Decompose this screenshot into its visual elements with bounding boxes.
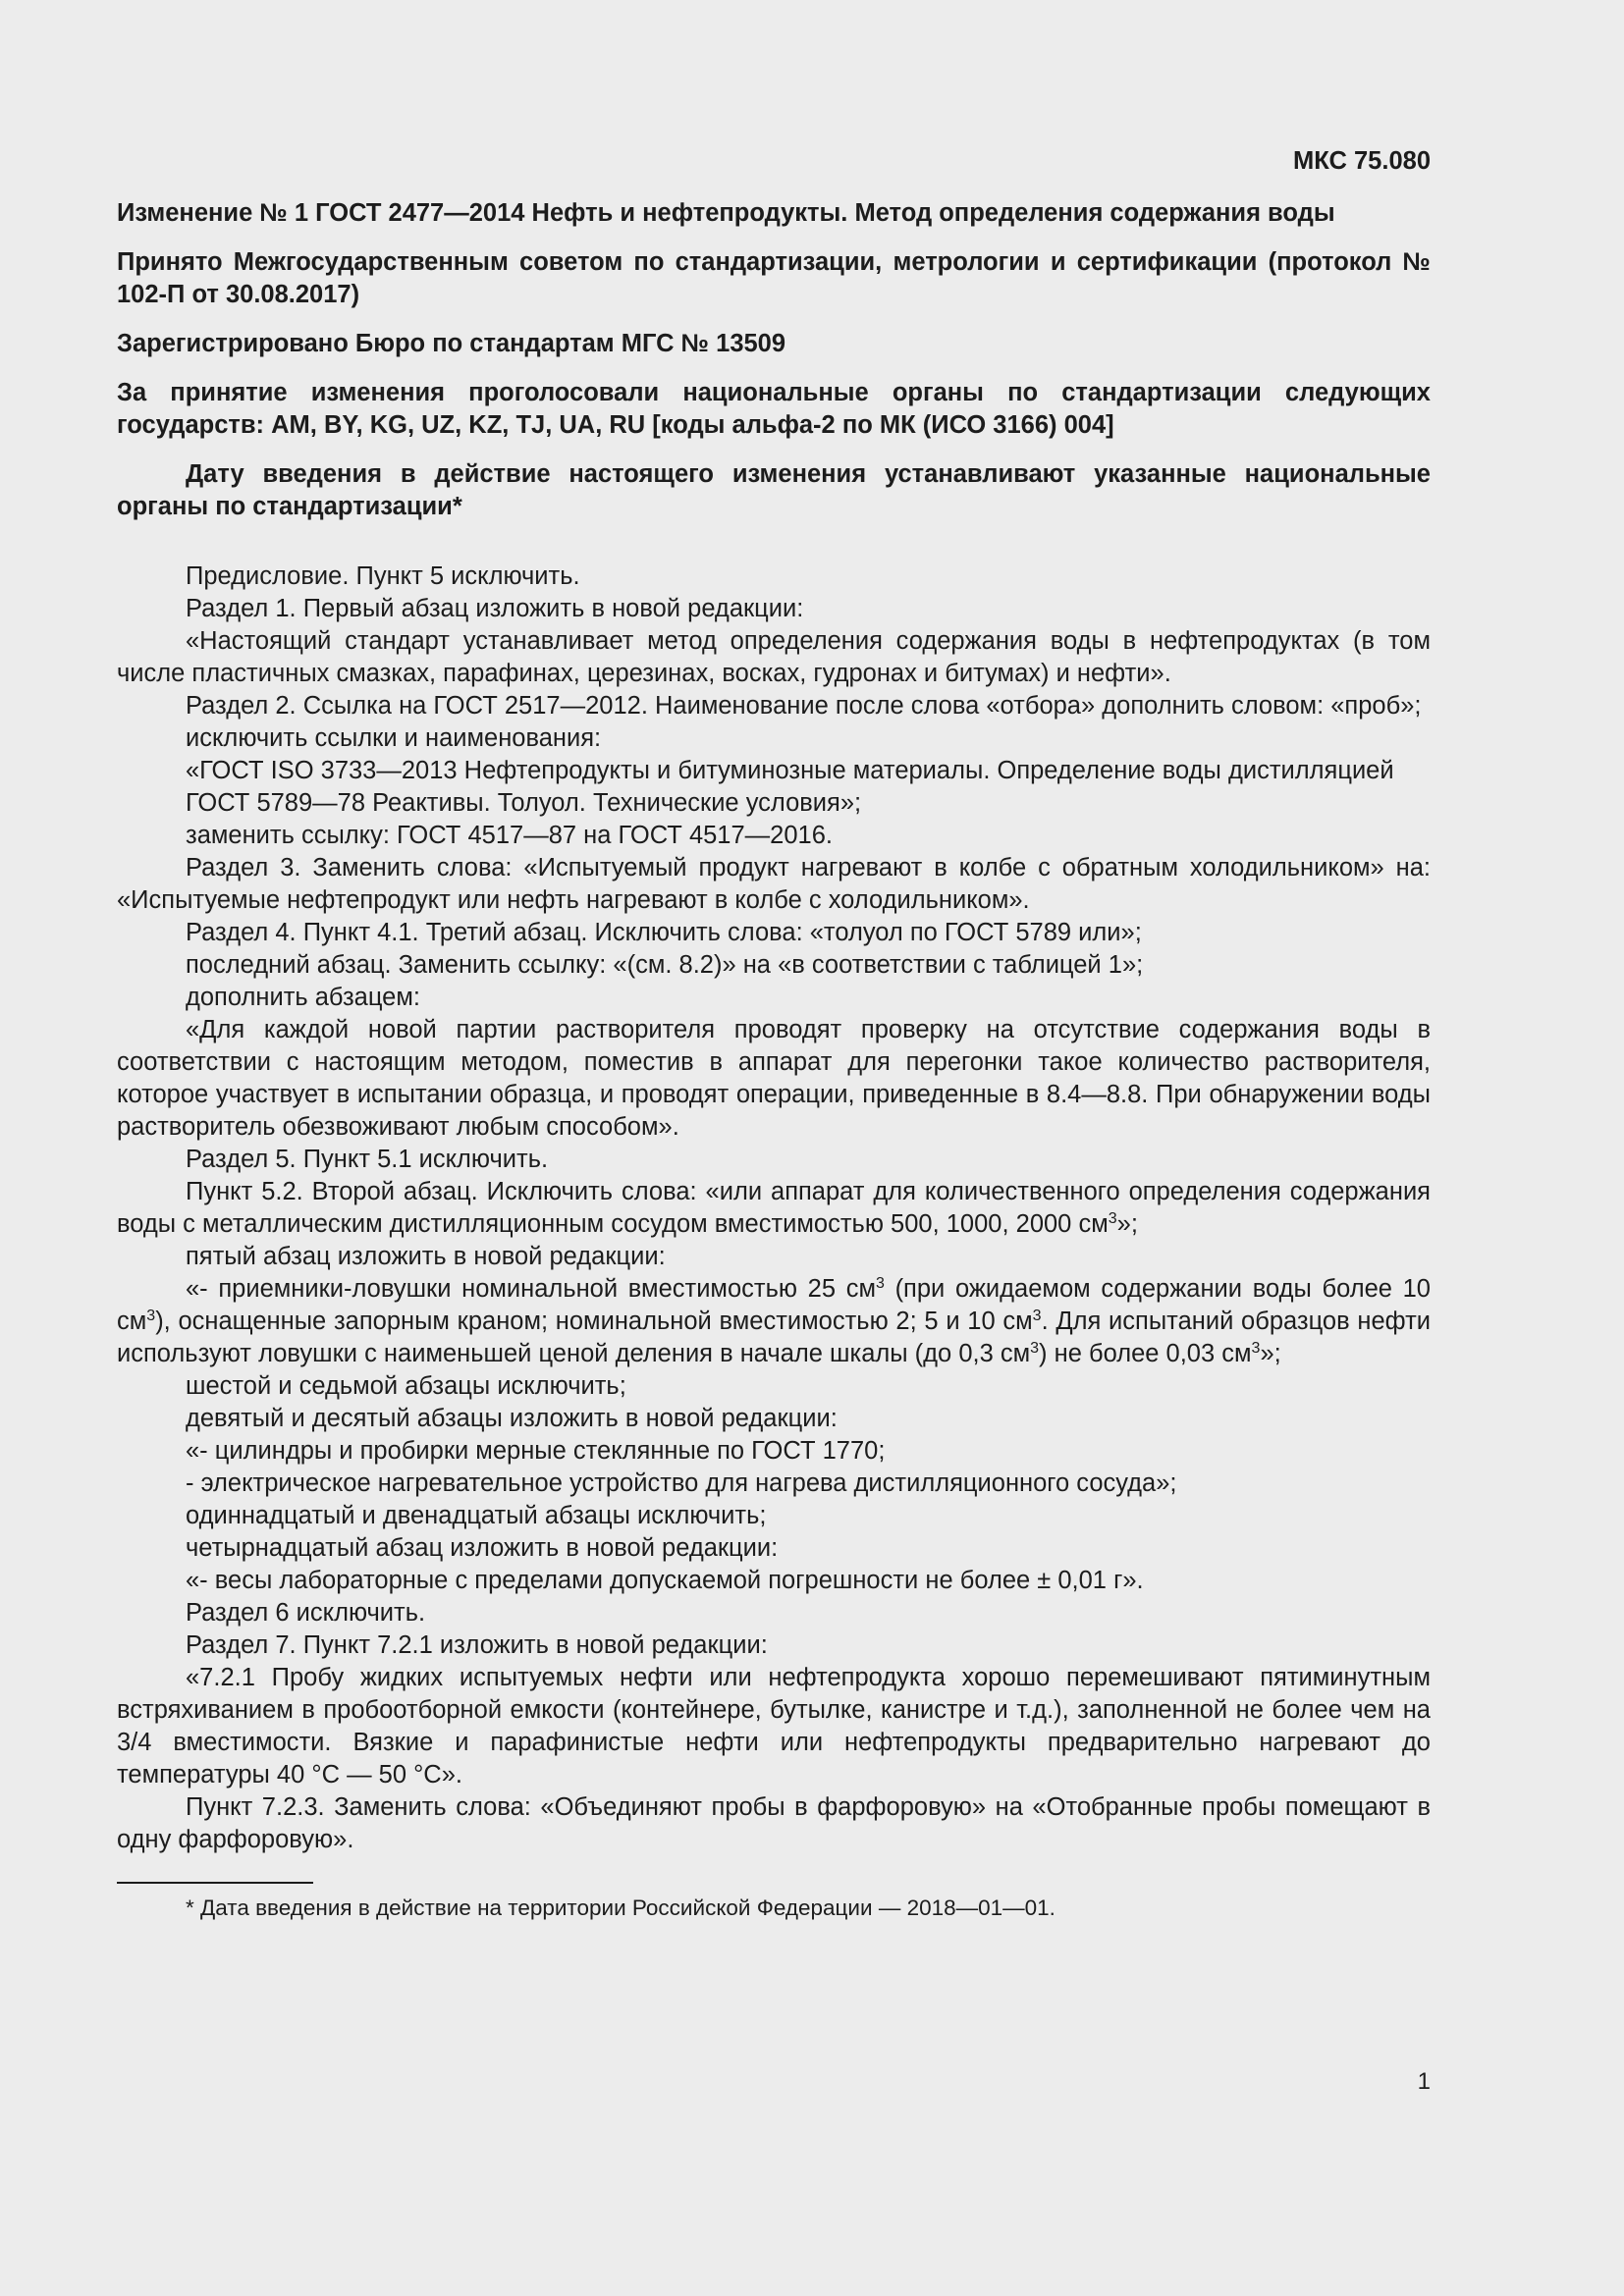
text-run: »; [1116,1210,1138,1238]
superscript: 3 [1032,1308,1042,1324]
paragraph: «Для каждой новой партии растворителя проводят проверку на отсутствие содержания воды в соответствии с настоящим методом, поместив в аппарат для перегонки такое количество растворителя, которое участвует в испытании образца, и проводят операции, приведенные в 8.4—8.8. При обнаружении воды растворитель обезвоживают любым способом». [117,1016,1431,1141]
text-run: . Для испытаний образцов нефти используют ловушки с наименьшей ценой деления в начале шкалы (до 0,3 см [117,1308,1431,1367]
paragraph: «- цилиндры и пробирки мерные стеклянные по ГОСТ 1770; [186,1437,886,1465]
adopted-statement: Принято Межгосударственным советом по стандартизации, метрологии и сертификации (протокол № 102-П от 30.08.2017) [117,248,1431,308]
paragraph: заменить ссылку: ГОСТ 4517—87 на ГОСТ 4517—2016. [186,822,833,849]
text-run: »; [1260,1340,1281,1367]
paragraph: последний абзац. Заменить ссылку: «(см. 8.2)» на «в соответствии с таблицей 1»; [186,951,1144,979]
paragraph: «- весы лабораторные с пределами допускаемой погрешности не более ± 0,01 г». [186,1567,1144,1594]
paragraph: Раздел 3. Заменить слова: «Испытуемый продукт нагревают в колбе с обратным холодильником» на: «Испытуемые нефтепродукт или нефть нагревают в колбе с холодильником». [117,854,1431,914]
superscript: 3 [1030,1340,1040,1357]
paragraph: «ГОСТ ISO 3733—2013 Нефтепродукты и битуминозные материалы. Определение воды дистилляцией [186,757,1394,784]
paragraph: «7.2.1 Пробу жидких испытуемых нефти или нефтепродукта хорошо перемешивают пятиминутным встряхиванием в пробоотборной емкости (контейнере, бутылке, канистре и т.д.), заполненной не более чем на 3/4 вместимости. Вязкие и парафинистые нефти или нефтепродукты предварительно нагревают до температуры 40 °С — 50 °С». [117,1664,1431,1789]
paragraph: Пункт 7.2.3. Заменить слова: «Объединяют пробы в фарфоровую» на «Отобранные пробы помещают в одну фарфоровую». [117,1793,1431,1853]
paragraph [117,1273,1431,1370]
text-run: (при ожидаемом содержании воды более 10 см [117,1275,1431,1335]
paragraph: Предисловие. Пункт 5 исключить. [186,562,580,590]
paragraph: шестой и седьмой абзацы исключить; [186,1372,626,1400]
paragraph: - электрическое нагревательное устройство для нагрева дистилляционного сосуда»; [186,1469,1177,1497]
paragraph: одиннадцатый и двенадцатый абзацы исключить; [186,1502,767,1529]
paragraph: Раздел 1. Первый абзац изложить в новой редакции: [186,595,804,622]
mks-code: МКС 75.080 [1293,147,1431,175]
paragraph: Раздел 4. Пункт 4.1. Третий абзац. Исключить слова: «толуол по ГОСТ 5789 или»; [186,919,1142,946]
text-run: «- приемники-ловушки номинальной вместимостью 25 см [186,1275,876,1303]
paragraph: дополнить абзацем: [186,984,420,1011]
footnote: * Дата введения в действие на территории Российской Федерации — 2018—01—01. [186,1896,1056,1920]
paragraph: Раздел 7. Пункт 7.2.1 изложить в новой редакции: [186,1631,768,1659]
text-run: ), оснащенные запорным краном; номинальной вместимостью 2; 5 и 10 см [155,1308,1033,1335]
registration-statement: Зарегистрировано Бюро по стандартам МГС № 13509 [117,330,786,357]
superscript: 3 [875,1275,885,1292]
paragraph: исключить ссылки и наименования: [186,724,602,752]
superscript: 3 [1251,1340,1261,1357]
paragraph: «Настоящий стандарт устанавливает метод определения содержания воды в нефтепродуктах (в том числе пластичных смазках, парафинах, церезинах, восках, гудронах и битумах) и нефти». [117,627,1431,687]
effective-date-statement: Дату введения в действие настоящего изменения устанавливают указанные национальные органы по стандартизации* [117,460,1431,520]
text-run: ) не более 0,03 см [1039,1340,1252,1367]
paragraph: ГОСТ 5789—78 Реактивы. Толуол. Технические условия»; [186,789,862,817]
paragraph: девятый и десятый абзацы изложить в новой редакции: [186,1405,838,1432]
paragraph: Раздел 6 исключить. [186,1599,426,1627]
paragraph [117,1176,1431,1241]
page-content [117,145,1431,1923]
paragraph: пятый абзац изложить в новой редакции: [186,1243,666,1270]
page-number: 1 [1417,2068,1431,2095]
text-run: Пункт 5.2. Второй абзац. Исключить слова: «или аппарат для количественного определения содержания воды с металлическим дистилляционным сосудом вместимостью 500, 1000, 2000 см [117,1178,1431,1238]
superscript: 3 [1108,1210,1117,1227]
paragraph: Раздел 5. Пункт 5.1 исключить. [186,1146,549,1173]
paragraph: Раздел 2. Ссылка на ГОСТ 2517—2012. Наименование после слова «отбора» дополнить словом: «проб»; [186,692,1422,720]
superscript: 3 [146,1308,156,1324]
amendment-title: Изменение № 1 ГОСТ 2477—2014 Нефть и нефтепродукты. Метод определения содержания воды [117,199,1335,227]
footnote-separator [117,1882,313,1884]
paragraph: четырнадцатый абзац изложить в новой редакции: [186,1534,779,1562]
amendment-body [117,561,1431,1856]
voting-statement: За принятие изменения проголосовали национальные органы по стандартизации следующих государств: AM, BY, KG, UZ, KZ, TJ, UA, RU [коды альфа-2 по МК (ИСО 3166) 004] [117,379,1431,439]
